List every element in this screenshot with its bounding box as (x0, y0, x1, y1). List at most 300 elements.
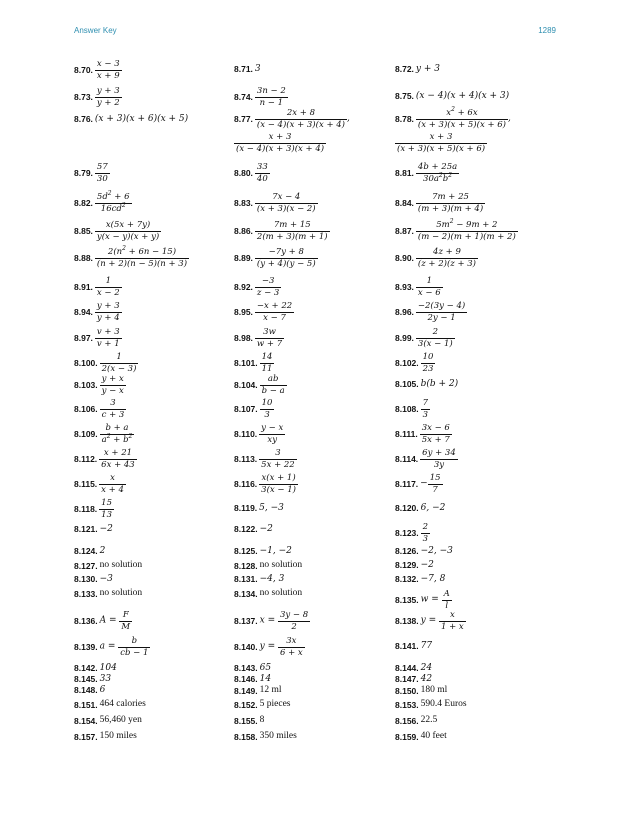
answer-expression: −2 (420, 560, 434, 570)
numerator: x (99, 474, 126, 485)
denominator: $30a^2b^2$ (423, 171, 453, 184)
answer-item (395, 328, 455, 348)
answer-item (234, 637, 305, 657)
answer-item (234, 561, 302, 571)
answer-text: 350 miles (259, 730, 297, 741)
answer-number: 8.95. (234, 306, 253, 317)
answer-item (395, 474, 443, 494)
answer-item (234, 87, 288, 107)
answer-item (234, 65, 261, 75)
answer-item (395, 523, 430, 543)
answer-text: 590.4 Euros (420, 698, 467, 709)
denominator: c + 3 (101, 409, 125, 420)
answer-number: 8.152. (234, 699, 258, 710)
answer-expression (95, 302, 122, 322)
answer-fraction (416, 106, 508, 130)
numerator: y − x (261, 423, 284, 433)
answer-number: 8.148. (74, 685, 98, 696)
denominator: 40 (256, 173, 268, 184)
denominator: 3 (264, 409, 270, 420)
answer-number: 8.154. (74, 715, 98, 726)
denominator: M (121, 621, 131, 632)
numerator: 3n − 2 (256, 86, 286, 96)
answer-expression: (x − 4)(x + 4)(x + 3) (415, 91, 510, 101)
answer-fraction (255, 193, 318, 213)
numerator: A (443, 589, 450, 599)
denominator: 5x + 22 (261, 459, 295, 470)
answer-fraction (420, 424, 452, 444)
answer-number: 8.75. (395, 91, 414, 102)
denominator: x + 4 (101, 484, 124, 495)
answer-number: 8.114. (395, 453, 419, 464)
answer-prefix: A = (99, 615, 120, 626)
denominator: 5x + 7 (421, 434, 450, 445)
answer-expression (416, 163, 459, 183)
answer-expression: y + 3 (415, 64, 440, 74)
answer-expression: −1, −2 (259, 546, 292, 556)
answer-expression (99, 499, 114, 519)
answer-number: 8.135. (395, 594, 419, 605)
answer-expression (100, 637, 151, 657)
answer-item (74, 716, 142, 726)
denominator: 3 (422, 409, 429, 420)
denominator: $a^2 + b^2$ (101, 432, 133, 445)
answer-number: 8.133. (74, 588, 98, 599)
denominator: (n + 2)(n − 5)(n + 3) (96, 258, 188, 269)
numerator: x + 3 (395, 133, 487, 144)
answer-expression: −7, 8 (420, 574, 446, 584)
answer-number: 8.138. (395, 615, 419, 626)
answer-fraction (428, 474, 443, 494)
answer-text: 8 (259, 714, 265, 725)
numerator: 3y − 8 (279, 610, 309, 620)
denominator: w + 7 (256, 338, 283, 349)
answer-prefix: y = (259, 641, 278, 652)
answer-item (74, 686, 105, 696)
answer-prefix: − (420, 478, 428, 489)
answer-number: 8.144. (395, 663, 419, 674)
denominator: (y + 4)(y − 5) (256, 258, 316, 269)
answer-item (395, 302, 467, 322)
answer-fraction (255, 163, 270, 183)
answer-item (395, 504, 445, 514)
answer-item (74, 675, 111, 685)
answer-number: 8.77. (234, 113, 253, 124)
numerator: 4z + 9 (416, 248, 478, 259)
answer-fraction (416, 302, 467, 322)
answer-number: 8.89. (234, 252, 253, 263)
answer-expression (260, 399, 275, 419)
denominator: 3 (422, 533, 429, 544)
answer-expression: 65 (259, 663, 272, 673)
answer-fraction (416, 163, 459, 183)
numerator: 4b + 25a (417, 162, 458, 172)
answer-number: 8.139. (74, 641, 98, 652)
answer-expression: 33 (99, 674, 112, 684)
answer-number: 8.83. (234, 197, 253, 208)
answer-number: 8.126. (395, 546, 419, 557)
answer-expression (421, 353, 436, 373)
denominator: 2(x − 3) (101, 363, 137, 374)
answer-expression (95, 190, 132, 214)
answer-item (395, 193, 485, 213)
answer-item (395, 716, 437, 726)
numerator: x + 3 (234, 133, 326, 144)
answer-expression (100, 375, 126, 395)
answer-item (74, 547, 105, 557)
answer-expression: −2, −3 (420, 546, 453, 556)
answer-text: no solution (259, 587, 303, 598)
answer-number: 8.134. (234, 588, 258, 599)
answer-number: 8.99. (395, 332, 414, 343)
answer-item (395, 686, 447, 696)
denominator: b − a (261, 385, 285, 396)
numerator: 7x − 4 (255, 193, 318, 204)
answer-item (395, 611, 466, 631)
answer-expression (255, 248, 318, 268)
answer-fraction (255, 328, 284, 348)
denominator: 23 (422, 363, 434, 374)
denominator: y + 4 (96, 312, 120, 323)
answer-item (234, 375, 287, 395)
answer-text: 464 calories (99, 698, 146, 709)
answer-expression (95, 221, 161, 241)
denominator: n − 1 (259, 97, 284, 108)
answer-item (395, 380, 458, 390)
answer-fraction (421, 353, 436, 373)
running-header-title: Answer Key (74, 26, 117, 35)
numerator: −x + 22 (256, 301, 293, 311)
answer-number: 8.158. (234, 731, 258, 742)
answer-expression (255, 221, 330, 241)
answer-item (234, 302, 294, 322)
denominator: x − 6 (417, 287, 441, 298)
denominator: y(x − y)(x + y) (96, 231, 160, 242)
answer-expression: −3 (99, 574, 113, 584)
answer-text: no solution (99, 587, 143, 598)
answer-item (234, 664, 271, 674)
answer-fraction (416, 218, 518, 242)
answer-number: 8.122. (234, 524, 258, 535)
answer-expression (95, 87, 122, 107)
answer-item (74, 611, 132, 631)
answer-text: 22.5 (420, 714, 438, 725)
answer-expression (416, 328, 455, 348)
denominator: 30 (96, 173, 108, 184)
answer-item (234, 353, 274, 373)
denominator: (x + 3)(x + 5)(x + 6) (397, 143, 486, 154)
answer-expression (100, 353, 139, 373)
answer-item (395, 424, 452, 444)
numerator: 33 (256, 162, 268, 172)
answer-fraction (100, 353, 139, 373)
answer-expression (259, 449, 297, 469)
denominator: (x − 4)(x + 3)(x + 4) (236, 143, 325, 154)
answer-number: 8.131. (234, 574, 258, 585)
answer-number: 8.90. (395, 252, 414, 263)
answer-expression: −4, 3 (259, 574, 285, 584)
numerator: x(5x + 7y) (95, 221, 161, 232)
answer-number: 8.71. (234, 64, 253, 75)
answer-number: 8.91. (74, 281, 93, 292)
answer-number: 8.140. (234, 641, 258, 652)
page-number: 1289 (538, 26, 556, 35)
answer-number: 8.105. (395, 379, 419, 390)
answer-number: 8.102. (395, 357, 419, 368)
answer-item (395, 449, 458, 469)
answer-number: 8.106. (74, 403, 98, 414)
answer-number: 8.145. (74, 674, 98, 685)
answer-number: 8.108. (395, 403, 419, 414)
answer-number: 8.159. (395, 731, 419, 742)
numerator: −2(3y − 4) (417, 301, 466, 311)
numerator: 2x + 8 (255, 109, 347, 120)
denominator: 1 + x (441, 621, 464, 632)
answer-item (395, 575, 445, 585)
answer-expression: 77 (420, 641, 433, 651)
answer-fraction (95, 302, 122, 322)
denominator: 7 (432, 484, 438, 495)
answer-expression (420, 424, 452, 444)
denominator: z − 3 (256, 287, 280, 298)
answer-number: 8.132. (395, 574, 419, 585)
answer-fraction-second (395, 133, 487, 153)
answer-fraction (95, 163, 110, 183)
answer-fraction-second (234, 133, 326, 153)
answer-text: 180 ml (420, 684, 448, 695)
answer-item (234, 525, 273, 535)
answer-number: 8.78. (395, 113, 414, 124)
answer-number: 8.149. (234, 685, 258, 696)
answer-number: 8.117. (395, 478, 419, 489)
denominator: (m − 2)(m + 1)(m + 2) (417, 231, 516, 242)
denominator: 6 + x (280, 647, 303, 658)
answer-number: 8.137. (234, 615, 258, 626)
numerator: 3x (278, 637, 305, 648)
numerator: 3 (100, 399, 127, 410)
answer-fraction (255, 221, 330, 241)
answer-item (74, 700, 146, 710)
answer-number: 8.85. (74, 225, 93, 236)
answer-expression: b(b + 2) (420, 379, 459, 389)
answer-item (395, 399, 430, 419)
numerator: v + 3 (96, 327, 120, 337)
numerator: F (119, 611, 132, 622)
answer-expression: 42 (420, 674, 433, 684)
answer-fraction (118, 637, 150, 657)
answer-expression (420, 474, 442, 494)
answer-item (234, 547, 292, 557)
denominator: y + 2 (96, 97, 120, 108)
answer-item (395, 353, 435, 373)
answer-expression (255, 163, 270, 183)
numerator: x − 3 (96, 59, 120, 69)
answer-number: 8.82. (74, 197, 93, 208)
answer-fraction (95, 245, 189, 269)
answer-number: 8.94. (74, 306, 93, 317)
answer-number: 8.86. (234, 225, 253, 236)
answer-item (74, 163, 110, 183)
answer-fraction (255, 248, 318, 268)
answer-expression (255, 302, 294, 322)
answer-expression (255, 193, 318, 213)
answer-item (234, 328, 284, 348)
answer-number: 8.155. (234, 715, 258, 726)
answer-item (234, 686, 282, 696)
answer-number: 8.128. (234, 560, 258, 571)
answer-number: 8.142. (74, 663, 98, 674)
numerator: $5m^2 - 9m + 2$ (416, 221, 518, 232)
answer-fraction (260, 375, 287, 395)
answer-number: 8.96. (395, 306, 414, 317)
answer-number: 8.76. (74, 114, 93, 125)
denominator: (x + 3)(x − 2) (256, 203, 316, 214)
answer-number: 8.88. (74, 252, 93, 263)
answer-number: 8.153. (395, 699, 419, 710)
answer-text: 40 feet (420, 730, 447, 741)
answer-fraction (416, 277, 443, 297)
answer-item (234, 611, 310, 631)
numerator: −3 (255, 277, 281, 288)
answer-expression (259, 424, 285, 444)
answer-item (395, 248, 478, 268)
answer-expression (255, 328, 284, 348)
answer-fraction (95, 87, 122, 107)
answer-number: 8.157. (74, 731, 98, 742)
answer-expression: 3 (254, 64, 261, 74)
answer-expression (255, 87, 288, 107)
answer-fraction (442, 590, 452, 610)
answer-item (395, 590, 452, 610)
denominator: 11 (261, 363, 273, 374)
answer-fraction (100, 424, 135, 444)
numerator: x + 21 (99, 449, 137, 460)
answer-number: 8.116. (234, 478, 258, 489)
answer-item (395, 547, 453, 557)
answer-item (74, 60, 122, 80)
answer-expression (100, 399, 127, 419)
answer-expression (259, 474, 298, 494)
denominator: (x + 3)(x + 5)(x + 6) (417, 119, 506, 130)
answer-item (234, 193, 318, 213)
answer-number: 8.98. (234, 332, 253, 343)
answer-expression (421, 523, 430, 543)
answer-fraction (421, 523, 430, 543)
answer-item (395, 664, 432, 674)
answer-fraction (259, 474, 298, 494)
answer-number: 8.118. (74, 503, 98, 514)
answer-expression: 2 (99, 546, 106, 556)
answer-text: 56,460 yen (99, 714, 142, 725)
answer-item (74, 589, 142, 599)
answer-fraction (99, 449, 137, 469)
numerator: 1 (100, 353, 139, 364)
numerator: 10 (422, 352, 434, 362)
numerator: −7y + 8 (255, 248, 318, 259)
answer-expression: (x + 3)(x + 6)(x + 5) (94, 114, 189, 124)
answer-number: 8.112. (74, 453, 98, 464)
answer-number: 8.136. (74, 615, 98, 626)
answer-item (234, 163, 270, 183)
denominator: v + 1 (96, 338, 120, 349)
answer-expression (99, 449, 137, 469)
answer-fraction (95, 328, 122, 348)
answer-item (74, 399, 126, 419)
numerator: 3 (259, 449, 297, 460)
answer-number: 8.127. (74, 560, 98, 571)
denominator: x + 9 (96, 70, 120, 81)
answer-item (234, 221, 330, 241)
answer-expression: 24 (420, 663, 433, 673)
answer-fraction (260, 399, 275, 419)
answer-number: 8.93. (395, 281, 414, 292)
answer-item (74, 277, 122, 297)
answer-number: 8.81. (395, 167, 414, 178)
numerator: 3x − 6 (421, 423, 450, 433)
answer-separator: , (508, 113, 511, 124)
answer-item (395, 675, 432, 685)
answer-expression (255, 109, 350, 129)
answer-fraction (439, 611, 466, 631)
answer-fraction (99, 499, 114, 519)
answer-item (74, 664, 117, 674)
numerator: ab (260, 375, 287, 386)
answer-fraction (416, 193, 485, 213)
answer-expression (95, 245, 189, 269)
answer-item (395, 642, 432, 652)
answer-expression (420, 449, 458, 469)
numerator: $x^2 + 6x$ (416, 109, 508, 120)
answer-item (74, 575, 113, 585)
denominator: 3y (433, 459, 445, 470)
answer-item (74, 375, 126, 395)
numerator: 7 (422, 398, 429, 408)
denominator: 2 (291, 621, 297, 632)
denominator: l (445, 600, 449, 611)
denominator: (m + 3)(m + 4) (417, 203, 484, 214)
answer-item (234, 589, 302, 599)
denominator: 2(m + 3)(m + 1) (256, 231, 328, 242)
answer-item (395, 561, 434, 571)
answer-fraction (416, 248, 478, 268)
answer-item (395, 106, 511, 154)
answer-text: no solution (259, 559, 303, 570)
answer-fraction (421, 399, 430, 419)
answer-item (74, 353, 138, 373)
numerator: 3w (255, 328, 284, 339)
answer-item (74, 525, 113, 535)
answer-text: 12 ml (259, 684, 282, 695)
numerator: 57 (96, 162, 108, 172)
numerator: 14 (261, 352, 273, 362)
answer-number: 8.146. (234, 674, 258, 685)
answer-item (74, 87, 122, 107)
numerator: 10 (261, 398, 273, 408)
numerator: y + x (101, 374, 124, 384)
answer-item (395, 700, 467, 710)
numerator: b (118, 637, 150, 648)
answer-item (234, 474, 298, 494)
answer-item (234, 424, 285, 444)
answer-text: no solution (99, 559, 143, 570)
answer-item (74, 221, 161, 241)
answer-expression (100, 611, 132, 631)
answer-number: 8.156. (395, 715, 419, 726)
denominator: 13 (101, 509, 112, 520)
answer-item (395, 163, 459, 183)
answer-item (234, 716, 264, 726)
answer-number: 8.129. (395, 560, 419, 571)
